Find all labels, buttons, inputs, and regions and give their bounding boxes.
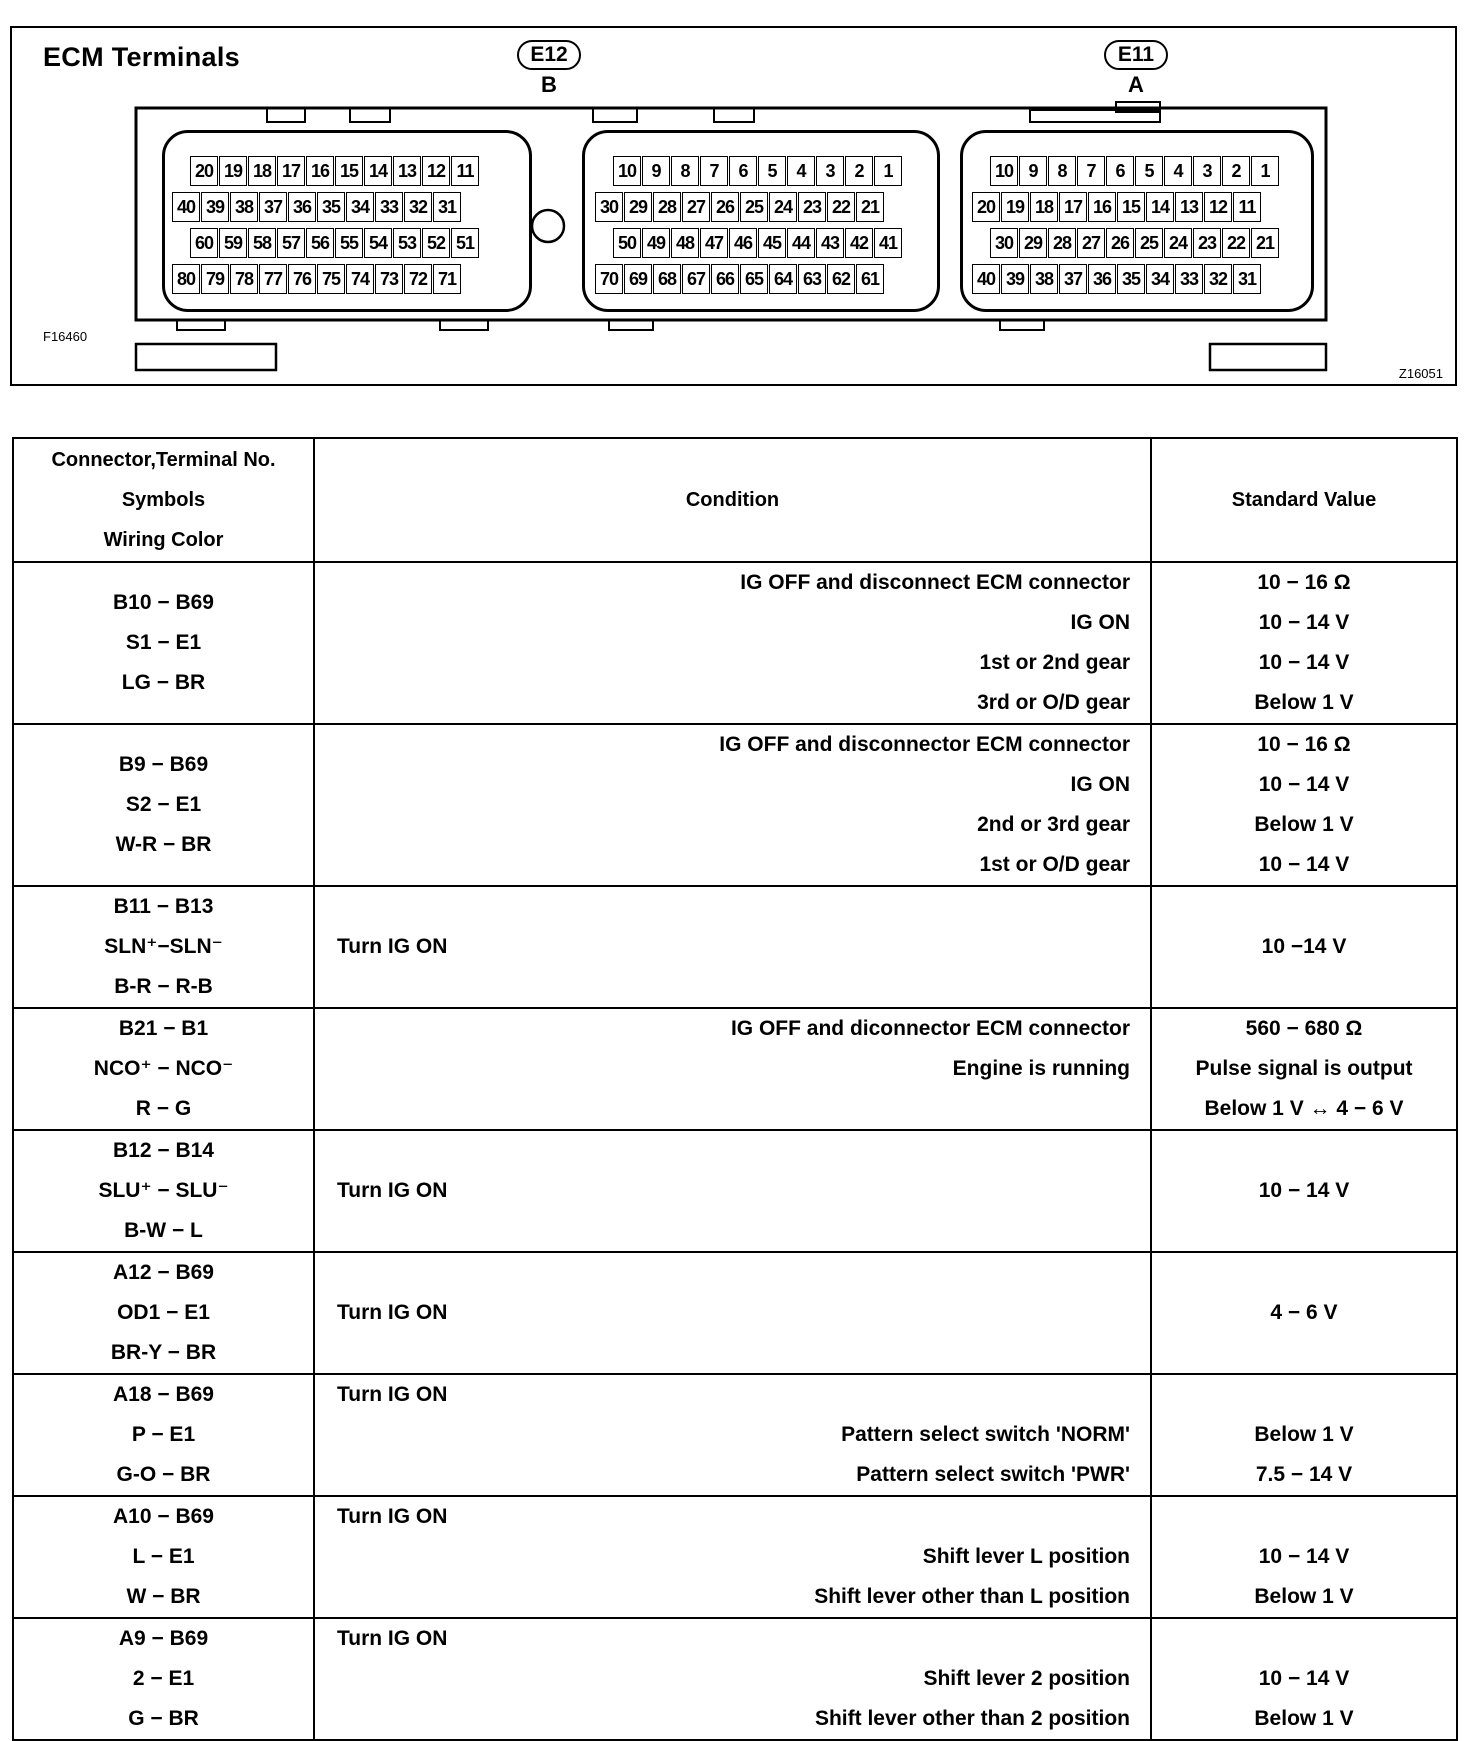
standard-value-cell: [1151, 886, 1457, 1008]
standard-value-cell: [1151, 1374, 1457, 1496]
condition-line: IG OFF and diconnector ECM connector: [730, 1017, 1130, 1040]
condition-line: Engine is running: [952, 1057, 1130, 1080]
pin: 2: [845, 156, 873, 186]
pin: 13: [1175, 192, 1203, 222]
condition-cell: [314, 724, 1151, 886]
condition-line: 1st or O/D gear: [979, 853, 1130, 876]
connector-letter-a: A: [1128, 72, 1144, 97]
pin-row: [613, 228, 903, 258]
pin: 72: [404, 264, 432, 294]
terminal-line: S2 − E1: [125, 793, 202, 816]
pin: 41: [874, 228, 902, 258]
pin: 64: [769, 264, 797, 294]
pin: 63: [798, 264, 826, 294]
standard-value-line: [1152, 1497, 1456, 1537]
pin: 34: [1146, 264, 1174, 294]
pin: 74: [346, 264, 374, 294]
pin: 23: [798, 192, 826, 222]
pin: 75: [317, 264, 345, 294]
condition-line: Turn IG ON: [337, 935, 448, 958]
header-symbols-line: Symbols: [121, 489, 206, 511]
pin: 35: [317, 192, 345, 222]
pin: 47: [700, 228, 728, 258]
pin: 37: [1059, 264, 1087, 294]
terminal-line: A12 − B69: [113, 1261, 214, 1284]
table-row: [13, 724, 1457, 886]
pin-row: [172, 264, 462, 294]
header-terminal: [13, 438, 314, 562]
terminal-line: S1 − E1: [125, 631, 202, 654]
pin: 2: [1222, 156, 1250, 186]
condition-line: Turn IG ON: [337, 1301, 448, 1324]
standard-value-cell: [1151, 1496, 1457, 1618]
pin: 30: [990, 228, 1018, 258]
pin-row: [972, 192, 1262, 222]
condition-line: Pattern select switch 'NORM': [841, 1423, 1130, 1446]
condition-line: Turn IG ON: [337, 1627, 448, 1650]
pin: 70: [595, 264, 623, 294]
pin: 21: [856, 192, 884, 222]
table-row: [13, 1374, 1457, 1496]
pin: 29: [624, 192, 652, 222]
pin: 14: [364, 156, 392, 186]
standard-value-line: 10 − 14 V: [1258, 1545, 1350, 1568]
pin: 36: [288, 192, 316, 222]
terminal-line: B9 − B69: [118, 753, 209, 776]
standard-value-line: Below 1 V ↔ 4 − 6 V: [1204, 1097, 1404, 1120]
pin: 22: [1222, 228, 1250, 258]
pin: 48: [671, 228, 699, 258]
pin: 57: [277, 228, 305, 258]
pin: 53: [393, 228, 421, 258]
pin: 29: [1019, 228, 1047, 258]
pin: 11: [451, 156, 479, 186]
terminal-cell: [13, 1374, 314, 1496]
pin: 35: [1117, 264, 1145, 294]
ecm-terminal-diagram: [10, 26, 1457, 386]
standard-value-line: Below 1 V: [1254, 1423, 1354, 1446]
header-terminal-line: Connector,Terminal No.: [51, 449, 276, 471]
standard-value-line: 10 − 16 Ω: [1257, 733, 1351, 756]
terminal-line: LG − BR: [121, 671, 206, 694]
pin: 37: [259, 192, 287, 222]
standard-value-cell: [1151, 1008, 1457, 1130]
pin: 59: [219, 228, 247, 258]
pin: 21: [1251, 228, 1279, 258]
standard-value-line: 10 − 14 V: [1258, 1667, 1350, 1690]
pin: 15: [335, 156, 363, 186]
condition-line: 1st or 2nd gear: [979, 651, 1130, 674]
table-row: [13, 1496, 1457, 1618]
pin: 60: [190, 228, 218, 258]
terminal-cell: [13, 1496, 314, 1618]
figure-code-left: F16460: [43, 329, 88, 344]
terminal-line: G − BR: [128, 1707, 199, 1730]
terminal-line: L − E1: [132, 1545, 195, 1568]
condition-cell: [314, 1618, 1151, 1740]
condition-line: Shift lever L position: [922, 1545, 1130, 1568]
pin: 19: [1001, 192, 1029, 222]
terminal-line: A18 − B69: [113, 1383, 214, 1406]
pin: 10: [613, 156, 641, 186]
pin: 5: [758, 156, 786, 186]
pin: 6: [1106, 156, 1134, 186]
pin: 20: [190, 156, 218, 186]
condition-line: [315, 1089, 1150, 1129]
pin: 32: [404, 192, 432, 222]
condition-cell: [314, 1008, 1151, 1130]
condition-line: IG ON: [1070, 773, 1130, 796]
pin: 76: [288, 264, 316, 294]
pin: 16: [306, 156, 334, 186]
standard-value-cell: [1151, 724, 1457, 886]
pin: 68: [653, 264, 681, 294]
pin: 6: [729, 156, 757, 186]
standard-value-cell: [1151, 1252, 1457, 1374]
pin: 46: [729, 228, 757, 258]
pin: 55: [335, 228, 363, 258]
header-condition: Condition: [314, 438, 1151, 562]
pin: 7: [700, 156, 728, 186]
standard-value-line: 10 − 16 Ω: [1257, 571, 1351, 594]
condition-cell: [314, 886, 1151, 1008]
pin: 69: [624, 264, 652, 294]
standard-value-line: 10 − 14 V: [1258, 853, 1350, 876]
terminal-line: B21 − B1: [118, 1017, 209, 1040]
table-row: [13, 1130, 1457, 1252]
standard-value-line: 10 − 14 V: [1258, 1179, 1350, 1202]
pin: 1: [1251, 156, 1279, 186]
table-row: [13, 1252, 1457, 1374]
pin: 17: [1059, 192, 1087, 222]
pin: 49: [642, 228, 670, 258]
condition-line: Pattern select switch 'PWR': [856, 1463, 1130, 1486]
pin: 33: [1175, 264, 1203, 294]
terminal-line: B-R − R-B: [114, 975, 213, 998]
pin: 4: [787, 156, 815, 186]
pin: 58: [248, 228, 276, 258]
pin: 54: [364, 228, 392, 258]
standard-value-line: [1152, 1375, 1456, 1415]
table-row: [13, 562, 1457, 724]
pin: 23: [1193, 228, 1221, 258]
pin: 10: [990, 156, 1018, 186]
terminal-line: SLN⁺−SLN⁻: [104, 935, 223, 958]
pin: 13: [393, 156, 421, 186]
condition-line: Shift lever other than L position: [814, 1585, 1130, 1608]
pin: 33: [375, 192, 403, 222]
standard-value-line: [1152, 1619, 1456, 1659]
pin: 43: [816, 228, 844, 258]
condition-cell: [314, 1374, 1151, 1496]
pin: 77: [259, 264, 287, 294]
pin: 65: [740, 264, 768, 294]
condition-line: Turn IG ON: [337, 1505, 448, 1528]
pin: 22: [827, 192, 855, 222]
table-row: [13, 1618, 1457, 1740]
terminal-cell: [13, 1008, 314, 1130]
pin: 31: [1233, 264, 1261, 294]
terminal-cell: [13, 886, 314, 1008]
standard-value-line: 7.5 − 14 V: [1255, 1463, 1353, 1486]
pin: 4: [1164, 156, 1192, 186]
terminal-cell: [13, 1618, 314, 1740]
pin: 15: [1117, 192, 1145, 222]
condition-cell: [314, 1130, 1151, 1252]
terminal-line: B-W − L: [124, 1219, 203, 1242]
standard-value-line: Below 1 V: [1254, 691, 1354, 714]
header-wiring-line: Wiring Color: [103, 529, 224, 551]
pin: 62: [827, 264, 855, 294]
pin: 9: [1019, 156, 1047, 186]
pin-row: [990, 228, 1280, 258]
pin: 24: [1164, 228, 1192, 258]
pin-row: [595, 192, 885, 222]
pin: 30: [595, 192, 623, 222]
standard-value-line: Below 1 V: [1254, 813, 1354, 836]
pin: 71: [433, 264, 461, 294]
terminal-line: W − BR: [126, 1585, 201, 1608]
condition-line: Turn IG ON: [337, 1383, 448, 1406]
pin: 56: [306, 228, 334, 258]
pin-row: [595, 264, 885, 294]
standard-value-line: Pulse signal is output: [1195, 1057, 1413, 1080]
pin: 40: [172, 192, 200, 222]
pin: 78: [230, 264, 258, 294]
pin: 26: [711, 192, 739, 222]
standard-value-line: 10 − 14 V: [1258, 773, 1350, 796]
standard-value-line: Below 1 V: [1254, 1707, 1354, 1730]
standard-value-cell: [1151, 562, 1457, 724]
pin: 26: [1106, 228, 1134, 258]
terminal-cell: [13, 1252, 314, 1374]
pin: 34: [346, 192, 374, 222]
standard-value-cell: [1151, 1130, 1457, 1252]
condition-cell: [314, 1252, 1151, 1374]
pin: 44: [787, 228, 815, 258]
pin: 51: [451, 228, 479, 258]
pin: 38: [1030, 264, 1058, 294]
pin: 28: [1048, 228, 1076, 258]
terminal-line: NCO⁺ − NCO⁻: [93, 1057, 234, 1080]
condition-line: Shift lever other than 2 position: [814, 1707, 1130, 1730]
pin: 16: [1088, 192, 1116, 222]
pin-row: [972, 264, 1262, 294]
pin: 40: [972, 264, 1000, 294]
terminal-spec-table: [12, 437, 1458, 1741]
pin-row: [190, 156, 480, 186]
pin: 14: [1146, 192, 1174, 222]
condition-line: 2nd or 3rd gear: [977, 813, 1130, 836]
pin: 9: [642, 156, 670, 186]
pin: 28: [653, 192, 681, 222]
pin: 39: [201, 192, 229, 222]
pin: 66: [711, 264, 739, 294]
terminal-line: B10 − B69: [113, 591, 214, 614]
condition-cell: [314, 1496, 1151, 1618]
pin: 52: [422, 228, 450, 258]
pin: 80: [172, 264, 200, 294]
connector-code-e12: E12: [517, 40, 581, 70]
pin: 27: [1077, 228, 1105, 258]
pin: 1: [874, 156, 902, 186]
pin-row: [190, 228, 480, 258]
pin-row: [613, 156, 903, 186]
terminal-cell: [13, 724, 314, 886]
pin: 39: [1001, 264, 1029, 294]
pin: 50: [613, 228, 641, 258]
pin: 25: [1135, 228, 1163, 258]
connector-code-e11: E11: [1104, 40, 1168, 70]
pin: 42: [845, 228, 873, 258]
pin: 25: [740, 192, 768, 222]
standard-value-line: 4 − 6 V: [1270, 1301, 1338, 1324]
terminal-line: BR-Y − BR: [110, 1341, 217, 1364]
pin: 24: [769, 192, 797, 222]
terminal-cell: [13, 1130, 314, 1252]
pin: 3: [1193, 156, 1221, 186]
terminal-line: A10 − B69: [113, 1505, 214, 1528]
standard-value-line: 10 −14 V: [1261, 935, 1347, 958]
terminal-line: W-R − BR: [115, 833, 212, 856]
diagram-title: ECM Terminals: [43, 42, 240, 72]
terminal-line: B12 − B14: [113, 1139, 214, 1162]
condition-line: Shift lever 2 position: [923, 1667, 1130, 1690]
standard-value-cell: [1151, 1618, 1457, 1740]
table-header-row: [13, 438, 1457, 562]
standard-value-line: 10 − 14 V: [1258, 611, 1350, 634]
standard-value-line: 560 − 680 Ω: [1245, 1017, 1363, 1040]
condition-line: IG ON: [1070, 611, 1130, 634]
terminal-cell: [13, 562, 314, 724]
pin: 7: [1077, 156, 1105, 186]
standard-value-line: 10 − 14 V: [1258, 651, 1350, 674]
condition-line: Turn IG ON: [337, 1179, 448, 1202]
terminal-line: SLU⁺ − SLU⁻: [98, 1179, 229, 1202]
table-row: [13, 886, 1457, 1008]
terminal-line: OD1 − E1: [117, 1301, 210, 1324]
pin: 45: [758, 228, 786, 258]
terminal-line: 2 − E1: [132, 1667, 195, 1690]
pin: 12: [1204, 192, 1232, 222]
pin-row: [172, 192, 462, 222]
pin: 12: [422, 156, 450, 186]
pin: 27: [682, 192, 710, 222]
connector-letter-b: B: [541, 72, 557, 97]
pin: 11: [1233, 192, 1261, 222]
pin: 5: [1135, 156, 1163, 186]
pin: 79: [201, 264, 229, 294]
standard-value-line: Below 1 V: [1254, 1585, 1354, 1608]
condition-line: IG OFF and disconnect ECM connector: [740, 571, 1130, 594]
pin: 67: [682, 264, 710, 294]
terminal-line: G-O − BR: [116, 1463, 211, 1486]
figure-code-right: Z16051: [1398, 366, 1443, 381]
pin-row: [990, 156, 1280, 186]
table-row: [13, 1008, 1457, 1130]
terminal-line: P − E1: [131, 1423, 196, 1446]
pin: 17: [277, 156, 305, 186]
terminal-line: R − G: [135, 1097, 192, 1120]
pin: 61: [856, 264, 884, 294]
condition-line: IG OFF and disconnector ECM connector: [719, 733, 1130, 756]
condition-cell: [314, 562, 1151, 724]
pin: 18: [1030, 192, 1058, 222]
pin: 18: [248, 156, 276, 186]
pin: 31: [433, 192, 461, 222]
pin: 19: [219, 156, 247, 186]
pin: 32: [1204, 264, 1232, 294]
table-body: [13, 562, 1457, 1740]
terminal-line: B11 − B13: [113, 895, 214, 918]
pin: 20: [972, 192, 1000, 222]
pin: 38: [230, 192, 258, 222]
terminal-line: A9 − B69: [118, 1627, 209, 1650]
pin: 73: [375, 264, 403, 294]
pin: 8: [1048, 156, 1076, 186]
header-standard-value: Standard Value: [1151, 438, 1457, 562]
condition-line: 3rd or O/D gear: [977, 691, 1130, 714]
pin: 36: [1088, 264, 1116, 294]
pin: 8: [671, 156, 699, 186]
pin: 3: [816, 156, 844, 186]
